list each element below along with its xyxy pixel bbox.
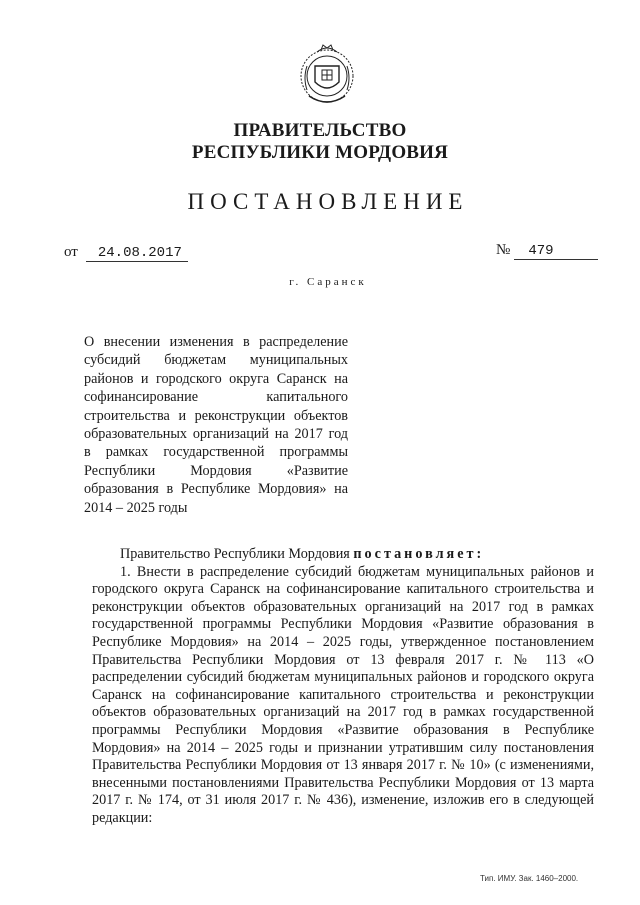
intro-paragraph xyxy=(92,546,594,564)
document-type-title: ПОСТАНОВЛЕНИЕ xyxy=(187,189,469,214)
city-name: г. Саранск xyxy=(289,276,367,288)
number-value: 479 xyxy=(514,243,598,260)
date-label: от xyxy=(64,244,78,260)
issuing-authority-line1: ПРАВИТЕЛЬСТВО xyxy=(233,120,407,141)
date-field xyxy=(64,244,188,262)
number-label: № xyxy=(496,242,511,258)
intro-text: Правительство Республики Мордовия xyxy=(120,546,350,562)
coat-of-arms-emblem xyxy=(295,42,359,114)
intro-verb: постановляет: xyxy=(353,546,485,562)
number-field xyxy=(496,242,598,260)
item-1-paragraph: 1. Внести в распределение субсидий бюджетам муниципальных районов и городского округа Саранск на софинансирование капитального строительства и реконструкции объектов образовательных организаций на 2017 год в рамках государственной программы Республики Мордовия «Развитие образования в Республике Мордовия» на 2014 – 2025 годы, утвержденное постановлением Правительства Республики Мордовия от 13 февраля 2017 г. № 113 «О распределении субсидий бюджетам муниципальных районов и городского округа Саранск на софинансирование капитального строительства и реконструкции объектов образовательных организаций на 2017 год в рамках государственной программы Республики Мордовия «Развитие образования в Республике Мордовия» на 2014 – 2025 годы и признании утратившим силу постановления Правительства Республики Мордовия от 13 января 2017 г. № 10» (с изменениями, внесенными постановлениями Правительства Республики Мордовия от 13 марта 2017 г. № 174, от 31 июля 2017 г. № 436), изменение, изложив его в следующей редакции: xyxy=(92,563,594,826)
date-value: 24.08.2017 xyxy=(86,245,188,262)
document-subject: О внесении изменения в распределение субсидий бюджетам муниципальных районов и городского округа Саранск на софинансирование капитального строительства и реконструкции объектов образовательных организаций на 2017 год в рамках государственной программы Республики Мордовия «Развитие образования в Республике Мордовия» на 2014 – 2025 годы xyxy=(84,334,348,516)
document-body xyxy=(92,546,594,828)
print-footer: Тип. ИМУ. Зак. 1460–2000. xyxy=(480,874,579,883)
issuing-authority-line2: РЕСПУБЛИКИ МОРДОВИЯ xyxy=(191,142,449,163)
